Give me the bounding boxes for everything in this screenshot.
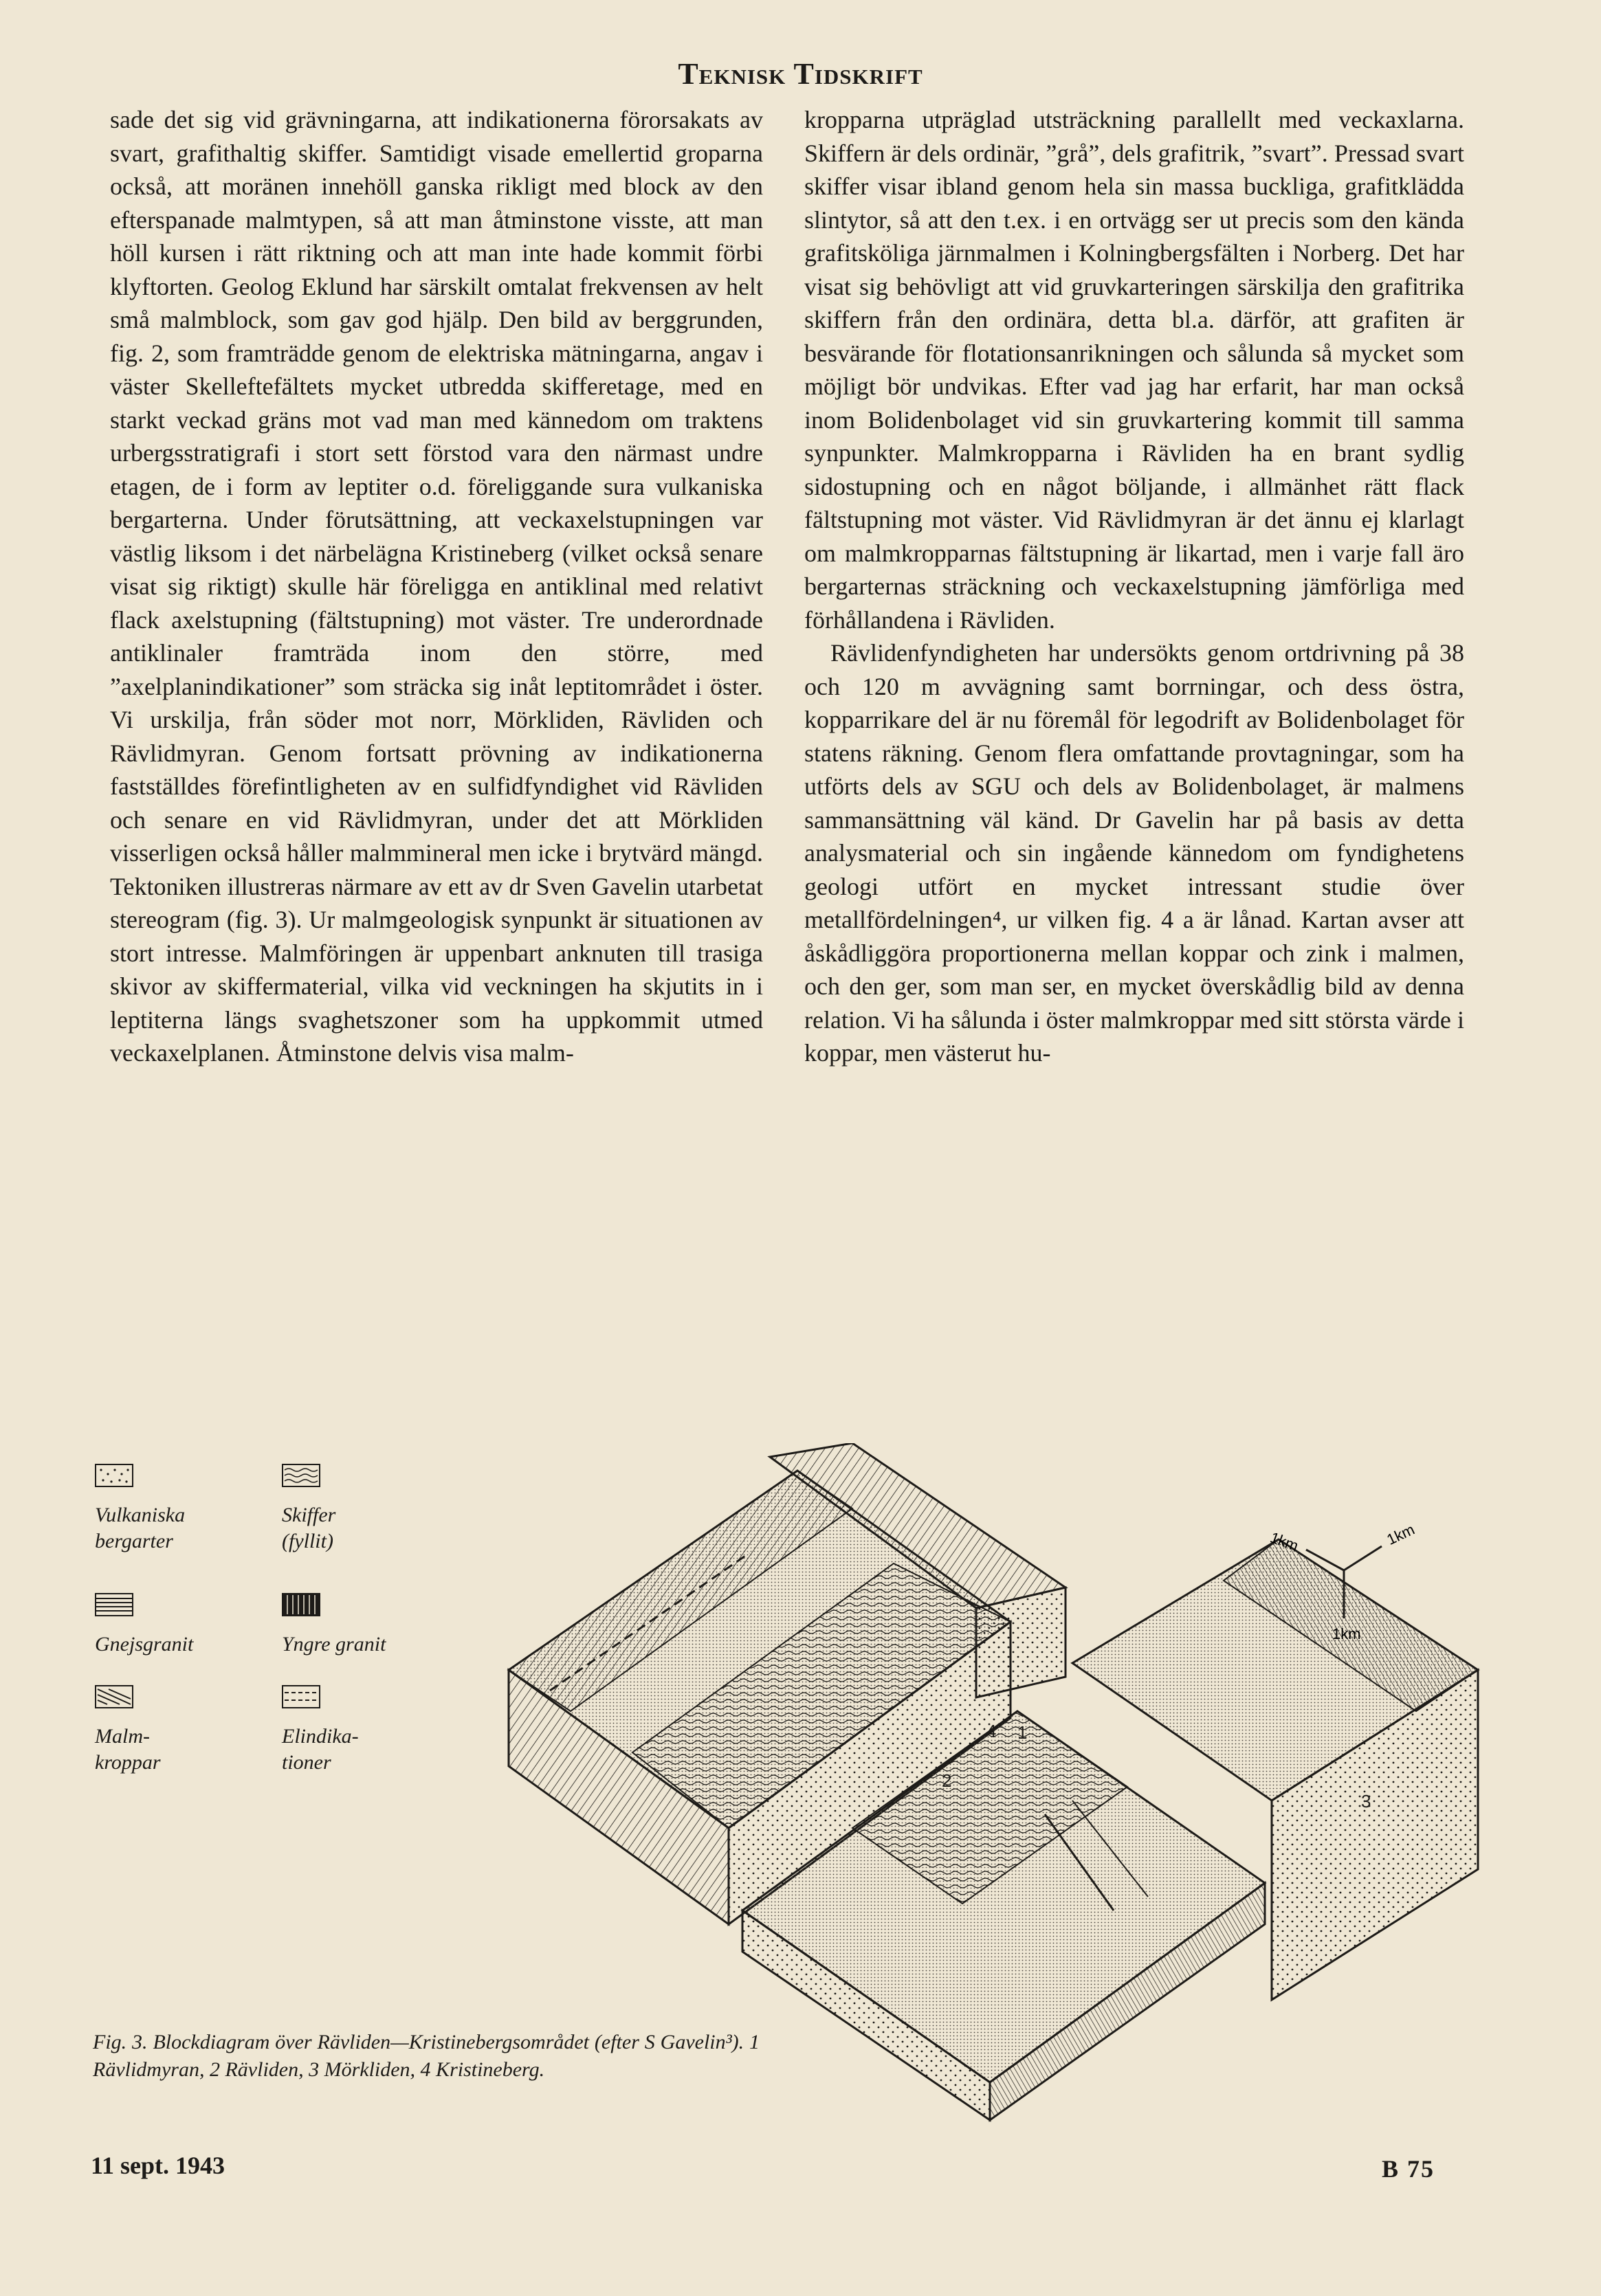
left-column bbox=[110, 103, 763, 1070]
journal-title: Teknisk Tidskrift bbox=[678, 57, 923, 91]
issue-date: 11 sept. 1943 bbox=[91, 2152, 225, 2179]
legend-label: Skiffer bbox=[282, 1504, 336, 1526]
legend-item-schist bbox=[282, 1464, 447, 1554]
legend-item-younger-granite bbox=[282, 1593, 447, 1658]
paragraph: Rävlidenfyndigheten har undersökts genom ortdrivning på 38 och 120 m avvägning samt borrningar, och dess östra, kopparrikare del är nu föremål för legodrift av Bolidenbolaget för statens räkning. Genom flera omfattande provtagningar, som ha utförts dels av SGU och dels av Bolidenbolaget, är malmens sammansättning väl känd. Dr Gavelin har på basis av detta analysmaterial och sin ingående kännedom om fyndighetens geologi utfört en mycket intressant studie över metallfördelningen⁴, ur vilken fig. 4 a är lånad. Kartan avser att åskådliggöra proportionerna mellan koppar och zink i malmen, och den ger, som man ser, en mycket överskådlig bild av denna relation. Vi ha sålunda i öster malmkroppar med sitt största värde i koppar, men västerut hu- bbox=[804, 639, 1464, 1067]
dots-pattern-icon bbox=[95, 1464, 133, 1487]
block-number-label: 4 bbox=[986, 1721, 997, 1741]
legend-label: Malm- bbox=[95, 1725, 150, 1748]
legend-label: bergarter bbox=[95, 1530, 173, 1552]
legend-label: Yngre granit bbox=[282, 1633, 386, 1656]
legend-label: kroppar bbox=[95, 1751, 161, 1774]
legend-label: Gnejsgranit bbox=[95, 1633, 194, 1656]
legend-item-ore-bodies bbox=[95, 1685, 260, 1776]
paragraph: sade det sig vid grävningarna, att indikationerna förorsakats av svart, grafithaltig skiffer. Samtidigt visade emellertid groparna också, att moränen innehöll ganska rikligt med block av den efterspanade malmtypen, så att man åtminstone visste, att man höll kursen i rätt riktning och att man inte hade kommit förbi klyftorten. Geolog Eklund har särskilt omtalat frekvensen av helt små malmblock, som gav god hjälp. Den bild av berggrunden, fig. 2, som framträdde genom de elektriska mätningarna, angav i väster Skelleftefältets mycket utbredda skifferetage, med en starkt veckad gräns mot vad man med kännedom om traktens urbergsstratigrafi i stort sett förstod vara den närmast undre etagen, de i form av leptiter o.d. föreliggande sura vulkaniska bergarterna. Under förutsättning, att veckaxelstupningen var västlig liksom i det närbelägna Kristineberg (vilket också senare visat sig riktigt) skulle här föreligga en antiklinal med relativt flack axelstupning (fältstupning) mot väster. Tre underordnade antiklinaler framträda inom den större, med ”axelplanindikationer” som sträcka sig inåt leptitområdet i öster. Vi urskilja, från söder mot norr, Mörkliden, Rävliden och Rävlidmyran. Genom fortsatt prövning av indikationerna fastställdes förefintligheten av en sulfidfyndighet vid Rävliden och senare en vid Rävlidmyran, under det att Mörkliden visserligen också håller malmmineral men icke i brytvärd mängd. Tektoniken illustreras närmare av ett av dr Sven Gavelin utarbetat stereogram (fig. 3). Ur malmgeologisk synpunkt är situationen av stort intresse. Malmföringen är uppenbart anknuten till trasiga skivor av skiffermaterial, vilka vid veckningen ha skjutits in i leptiterna längs svaghetszoner som ha uppkommit utmed veckaxelplanen. Åtminstone delvis visa malm- bbox=[110, 106, 763, 1067]
scale-label-right: 1km bbox=[1384, 1520, 1417, 1548]
paragraph: kropparna utpräglad utsträckning parallellt med veckaxlarna. Skiffern är dels ordinär, ”grå”, dels grafitrik, ”svart”. Pressad svart skiffer visar ibland genom hela sin massa buckliga, grafitklädda slintytor, så att den t.ex. i en ortvägg ser ut precis som den kända grafitsköliga järnmalmen i Kolningbergsfälten i Norberg. Det har visat sig behövligt att vid gruvkarteringen särskilja den grafitrika skiffern från den ordinära, detta bl.a. därför, att grafiten är besvärande för flotationsanrikningen och sålunda så mycket som möjligt bör undvikas. Efter vad jag har erfarit, har man också inom Bolidenbolaget vid sin gruvkartering kommit till samma synpunkter. Malmkropparna i Rävliden ha en brant sydlig sidostupning och en något böljande, i allmänhet rätt flack fältstupning mot väster. Vid Rävlidmyran är det ännu ej klarlagt om malmkropparnas fältstupning är likartad, men i varje fall äro bergarternas sträckning och veckaxelstupning jämförliga med förhållandena i Rävliden. bbox=[804, 106, 1464, 634]
figure-3 bbox=[82, 1443, 1492, 2124]
figure-caption: Fig. 3. Blockdiagram över Rävliden—Kristinebergsområdet (efter S Gavelin³). 1 Rävlidmyran, 2 Rävliden, 3 Mörkliden, 4 Kristineberg. bbox=[93, 2031, 760, 2081]
legend-label: tioner bbox=[282, 1751, 331, 1774]
block-number-label: 2 bbox=[942, 1770, 952, 1791]
block-number-label: 3 bbox=[1361, 1791, 1371, 1812]
page-number: B 75 bbox=[1382, 2155, 1435, 2183]
horizontal-lines-icon bbox=[95, 1593, 133, 1616]
wavy-pattern-icon bbox=[282, 1464, 320, 1487]
scale-label-left: 1km bbox=[1268, 1528, 1301, 1555]
legend-item-electric-indications bbox=[282, 1685, 447, 1776]
block-diagram bbox=[467, 1443, 1492, 2124]
vertical-lines-icon bbox=[282, 1593, 320, 1616]
block-number-label: 1 bbox=[1017, 1722, 1028, 1743]
legend-item-volcanic bbox=[95, 1464, 260, 1554]
dash-pattern-icon bbox=[282, 1685, 320, 1708]
legend-item-gneiss-granite bbox=[95, 1593, 260, 1658]
legend-label: Vulkaniska bbox=[95, 1504, 186, 1526]
legend bbox=[95, 1443, 480, 1801]
right-column bbox=[804, 103, 1464, 1070]
legend-label: (fyllit) bbox=[282, 1530, 333, 1552]
legend-label: Elindika- bbox=[282, 1725, 359, 1748]
scale-label-down: 1km bbox=[1332, 1625, 1361, 1642]
hatch-pattern-icon bbox=[95, 1685, 133, 1708]
